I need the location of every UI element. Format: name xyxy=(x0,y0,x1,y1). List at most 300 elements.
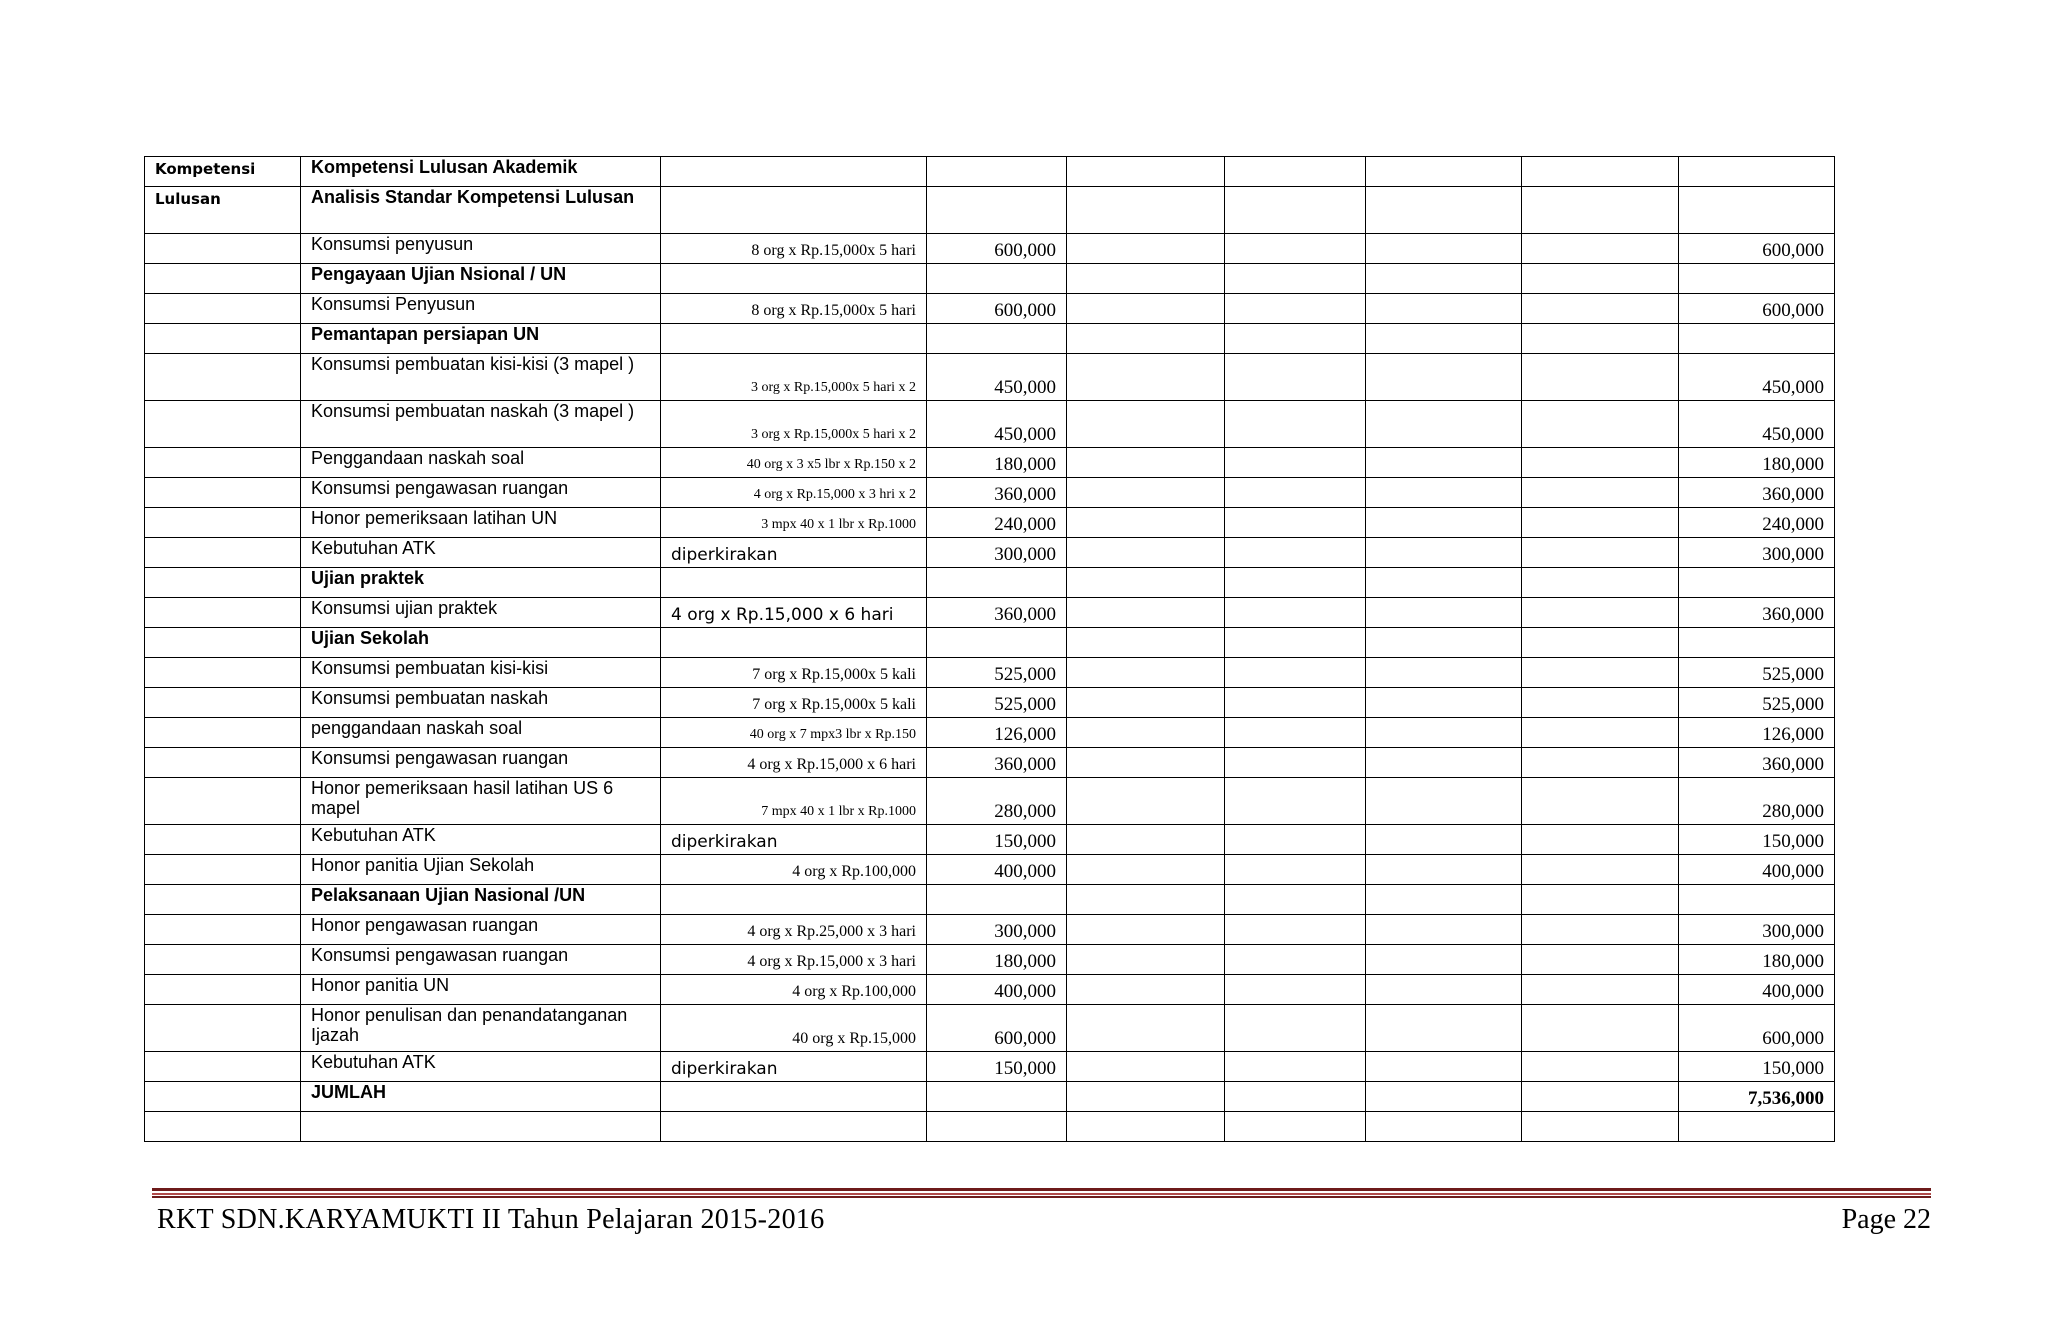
empty-cell xyxy=(1522,157,1679,187)
category-cell xyxy=(145,975,301,1005)
amount-cell: 400,000 xyxy=(927,975,1067,1005)
empty-cell xyxy=(1366,748,1522,778)
empty-cell xyxy=(1366,1005,1522,1052)
table-row xyxy=(145,598,1835,628)
total-cell: 360,000 xyxy=(1679,748,1835,778)
empty-cell xyxy=(1225,855,1366,885)
calculation-cell: 4 org x Rp.15,000 x 3 hari xyxy=(661,945,927,975)
empty-cell xyxy=(1366,401,1522,448)
amount-cell: 400,000 xyxy=(927,855,1067,885)
total-cell xyxy=(1679,1112,1835,1142)
empty-cell xyxy=(1522,1082,1679,1112)
footer-page-number: Page 22 xyxy=(1841,1204,1931,1235)
empty-cell xyxy=(1067,778,1225,825)
empty-cell xyxy=(1366,945,1522,975)
empty-cell xyxy=(1067,825,1225,855)
empty-cell xyxy=(1522,688,1679,718)
empty-cell xyxy=(1366,778,1522,825)
total-cell xyxy=(1679,157,1835,187)
empty-cell xyxy=(1067,508,1225,538)
empty-cell xyxy=(1366,538,1522,568)
calculation-cell: 4 org x Rp.15,000 x 6 hari xyxy=(661,598,927,628)
category-cell xyxy=(145,448,301,478)
calculation-cell: 3 org x Rp.15,000x 5 hari x 2 xyxy=(661,354,927,401)
category-cell xyxy=(145,688,301,718)
empty-cell xyxy=(1225,1112,1366,1142)
calculation-cell: 4 org x Rp.100,000 xyxy=(661,855,927,885)
category-cell xyxy=(145,748,301,778)
table-row xyxy=(145,885,1835,915)
empty-cell xyxy=(1366,915,1522,945)
empty-cell xyxy=(1366,688,1522,718)
empty-cell xyxy=(1366,568,1522,598)
empty-cell xyxy=(1225,157,1366,187)
total-cell: 150,000 xyxy=(1679,1052,1835,1082)
amount-cell xyxy=(927,885,1067,915)
description-cell: Konsumsi pengawasan ruangan xyxy=(301,945,661,975)
table-row xyxy=(145,508,1835,538)
total-cell xyxy=(1679,324,1835,354)
table-row xyxy=(145,234,1835,264)
empty-cell xyxy=(1522,1112,1679,1142)
table-row xyxy=(145,915,1835,945)
empty-cell xyxy=(1366,157,1522,187)
description-cell xyxy=(301,1112,661,1142)
total-cell xyxy=(1679,568,1835,598)
amount-cell: 150,000 xyxy=(927,825,1067,855)
empty-cell xyxy=(1225,1005,1366,1052)
description-cell: Konsumsi Penyusun xyxy=(301,294,661,324)
table-row xyxy=(145,478,1835,508)
empty-cell xyxy=(1225,975,1366,1005)
amount-cell xyxy=(927,1082,1067,1112)
category-cell xyxy=(145,324,301,354)
empty-cell xyxy=(1067,658,1225,688)
calculation-cell xyxy=(661,187,927,234)
description-cell: Kebutuhan ATK xyxy=(301,538,661,568)
amount-cell: 300,000 xyxy=(927,915,1067,945)
amount-cell: 360,000 xyxy=(927,598,1067,628)
total-cell: 180,000 xyxy=(1679,945,1835,975)
empty-cell xyxy=(1225,688,1366,718)
empty-cell xyxy=(1522,354,1679,401)
description-cell: Konsumsi ujian praktek xyxy=(301,598,661,628)
empty-cell xyxy=(1225,538,1366,568)
calculation-cell: 40 org x 3 x5 lbr x Rp.150 x 2 xyxy=(661,448,927,478)
description-cell: Konsumsi pembuatan kisi-kisi xyxy=(301,658,661,688)
empty-cell xyxy=(1067,1112,1225,1142)
empty-cell xyxy=(1067,538,1225,568)
table-row xyxy=(145,324,1835,354)
description-cell: Analisis Standar Kompetensi Lulusan xyxy=(301,187,661,234)
empty-cell xyxy=(1225,234,1366,264)
description-cell: Konsumsi pembuatan naskah (3 mapel ) xyxy=(301,401,661,448)
empty-cell xyxy=(1067,688,1225,718)
amount-cell xyxy=(927,324,1067,354)
amount-cell xyxy=(927,264,1067,294)
calculation-cell: 7 org x Rp.15,000x 5 kali xyxy=(661,688,927,718)
category-cell xyxy=(145,478,301,508)
description-cell: penggandaan naskah soal xyxy=(301,718,661,748)
calculation-cell xyxy=(661,157,927,187)
total-cell: 450,000 xyxy=(1679,401,1835,448)
empty-cell xyxy=(1522,264,1679,294)
total-cell: 600,000 xyxy=(1679,234,1835,264)
amount-cell: 525,000 xyxy=(927,658,1067,688)
amount-cell xyxy=(927,1112,1067,1142)
category-cell xyxy=(145,1052,301,1082)
description-cell: Honor penulisan dan penandatanganan Ijazah xyxy=(301,1005,661,1052)
amount-cell xyxy=(927,157,1067,187)
total-cell: 300,000 xyxy=(1679,538,1835,568)
empty-cell xyxy=(1522,1005,1679,1052)
total-cell xyxy=(1679,187,1835,234)
table-row xyxy=(145,975,1835,1005)
empty-cell xyxy=(1067,568,1225,598)
category-cell xyxy=(145,718,301,748)
empty-cell xyxy=(1067,628,1225,658)
empty-cell xyxy=(1067,401,1225,448)
description-cell: Kebutuhan ATK xyxy=(301,825,661,855)
calculation-cell: 8 org x Rp.15,000x 5 hari xyxy=(661,294,927,324)
amount-cell: 150,000 xyxy=(927,1052,1067,1082)
total-cell: 300,000 xyxy=(1679,915,1835,945)
empty-cell xyxy=(1225,598,1366,628)
category-cell: Kompetensi xyxy=(145,157,301,187)
total-cell: 180,000 xyxy=(1679,448,1835,478)
empty-cell xyxy=(1067,915,1225,945)
footer-divider xyxy=(152,1188,1931,1198)
empty-cell xyxy=(1522,975,1679,1005)
amount-cell: 450,000 xyxy=(927,401,1067,448)
calculation-cell xyxy=(661,885,927,915)
description-cell: Penggandaan naskah soal xyxy=(301,448,661,478)
empty-cell xyxy=(1522,478,1679,508)
empty-cell xyxy=(1366,1082,1522,1112)
table-row xyxy=(145,688,1835,718)
empty-cell xyxy=(1522,885,1679,915)
calculation-cell xyxy=(661,568,927,598)
description-cell: Konsumsi pengawasan ruangan xyxy=(301,478,661,508)
empty-cell xyxy=(1522,234,1679,264)
table-row xyxy=(145,1112,1835,1142)
empty-cell xyxy=(1366,187,1522,234)
empty-cell xyxy=(1366,598,1522,628)
empty-cell xyxy=(1366,1112,1522,1142)
empty-cell xyxy=(1522,508,1679,538)
empty-cell xyxy=(1366,718,1522,748)
empty-cell xyxy=(1366,825,1522,855)
empty-cell xyxy=(1067,945,1225,975)
amount-cell: 450,000 xyxy=(927,354,1067,401)
description-cell: Honor pemeriksaan latihan UN xyxy=(301,508,661,538)
empty-cell xyxy=(1522,915,1679,945)
empty-cell xyxy=(1366,478,1522,508)
calculation-cell xyxy=(661,628,927,658)
category-cell xyxy=(145,855,301,885)
empty-cell xyxy=(1522,825,1679,855)
calculation-cell: 3 mpx 40 x 1 lbr x Rp.1000 xyxy=(661,508,927,538)
category-cell xyxy=(145,915,301,945)
category-cell xyxy=(145,1112,301,1142)
category-cell xyxy=(145,234,301,264)
empty-cell xyxy=(1067,718,1225,748)
empty-cell xyxy=(1225,508,1366,538)
empty-cell xyxy=(1067,157,1225,187)
empty-cell xyxy=(1067,354,1225,401)
description-cell: Ujian praktek xyxy=(301,568,661,598)
empty-cell xyxy=(1067,598,1225,628)
empty-cell xyxy=(1067,478,1225,508)
empty-cell xyxy=(1225,294,1366,324)
total-cell: 525,000 xyxy=(1679,688,1835,718)
description-cell: Honor pemeriksaan hasil latihan US 6 mapel xyxy=(301,778,661,825)
category-cell xyxy=(145,885,301,915)
calculation-cell: diperkirakan xyxy=(661,538,927,568)
description-cell: Honor panitia Ujian Sekolah xyxy=(301,855,661,885)
empty-cell xyxy=(1522,448,1679,478)
category-cell xyxy=(145,628,301,658)
table-row xyxy=(145,825,1835,855)
empty-cell xyxy=(1522,628,1679,658)
amount-cell: 525,000 xyxy=(927,688,1067,718)
amount-cell: 360,000 xyxy=(927,478,1067,508)
budget-table xyxy=(144,156,1835,1142)
category-cell xyxy=(145,778,301,825)
category-cell xyxy=(145,294,301,324)
empty-cell xyxy=(1522,568,1679,598)
category-cell xyxy=(145,538,301,568)
empty-cell xyxy=(1067,1082,1225,1112)
category-cell xyxy=(145,568,301,598)
empty-cell xyxy=(1225,778,1366,825)
table-row xyxy=(145,748,1835,778)
table-row xyxy=(145,264,1835,294)
empty-cell xyxy=(1366,658,1522,688)
empty-cell xyxy=(1522,718,1679,748)
category-cell xyxy=(145,354,301,401)
table-row xyxy=(145,778,1835,825)
category-cell xyxy=(145,264,301,294)
description-cell: Pengayaan Ujian Nsional / UN xyxy=(301,264,661,294)
empty-cell xyxy=(1067,855,1225,885)
amount-cell: 300,000 xyxy=(927,538,1067,568)
calculation-cell xyxy=(661,324,927,354)
category-cell xyxy=(145,825,301,855)
calculation-cell: 4 org x Rp.15,000 x 3 hri x 2 xyxy=(661,478,927,508)
category-cell xyxy=(145,401,301,448)
empty-cell xyxy=(1366,324,1522,354)
amount-cell xyxy=(927,628,1067,658)
empty-cell xyxy=(1225,718,1366,748)
total-cell: 400,000 xyxy=(1679,975,1835,1005)
calculation-cell: 8 org x Rp.15,000x 5 hari xyxy=(661,234,927,264)
table-row xyxy=(145,945,1835,975)
empty-cell xyxy=(1366,508,1522,538)
amount-cell: 360,000 xyxy=(927,748,1067,778)
empty-cell xyxy=(1522,778,1679,825)
empty-cell xyxy=(1067,885,1225,915)
calculation-cell: 4 org x Rp.15,000 x 6 hari xyxy=(661,748,927,778)
empty-cell xyxy=(1225,448,1366,478)
amount-cell: 180,000 xyxy=(927,448,1067,478)
table-row xyxy=(145,1005,1835,1052)
empty-cell xyxy=(1522,855,1679,885)
table-row xyxy=(145,628,1835,658)
total-cell: 360,000 xyxy=(1679,478,1835,508)
calculation-cell: 40 org x Rp.15,000 xyxy=(661,1005,927,1052)
total-cell: 280,000 xyxy=(1679,778,1835,825)
description-cell: Ujian Sekolah xyxy=(301,628,661,658)
amount-cell xyxy=(927,187,1067,234)
amount-cell: 280,000 xyxy=(927,778,1067,825)
total-cell: 360,000 xyxy=(1679,598,1835,628)
table-row xyxy=(145,448,1835,478)
empty-cell xyxy=(1067,448,1225,478)
empty-cell xyxy=(1067,1052,1225,1082)
empty-cell xyxy=(1366,354,1522,401)
category-cell xyxy=(145,945,301,975)
empty-cell xyxy=(1067,264,1225,294)
total-cell xyxy=(1679,628,1835,658)
empty-cell xyxy=(1366,294,1522,324)
empty-cell xyxy=(1366,234,1522,264)
description-cell: Honor pengawasan ruangan xyxy=(301,915,661,945)
empty-cell xyxy=(1366,448,1522,478)
calculation-cell xyxy=(661,1112,927,1142)
category-cell xyxy=(145,1082,301,1112)
category-cell xyxy=(145,598,301,628)
calculation-cell: 4 org x Rp.25,000 x 3 hari xyxy=(661,915,927,945)
calculation-cell: 40 org x 7 mpx3 lbr x Rp.150 xyxy=(661,718,927,748)
empty-cell xyxy=(1522,294,1679,324)
amount-cell: 180,000 xyxy=(927,945,1067,975)
description-cell: Kompetensi Lulusan Akademik xyxy=(301,157,661,187)
calculation-cell: 3 org x Rp.15,000x 5 hari x 2 xyxy=(661,401,927,448)
empty-cell xyxy=(1225,658,1366,688)
empty-cell xyxy=(1225,825,1366,855)
empty-cell xyxy=(1522,945,1679,975)
table-row xyxy=(145,401,1835,448)
empty-cell xyxy=(1225,568,1366,598)
empty-cell xyxy=(1522,598,1679,628)
total-cell: 7,536,000 xyxy=(1679,1082,1835,1112)
empty-cell xyxy=(1067,234,1225,264)
description-cell: Pemantapan persiapan UN xyxy=(301,324,661,354)
table-row xyxy=(145,538,1835,568)
description-cell: Honor panitia UN xyxy=(301,975,661,1005)
budget-table-body xyxy=(145,157,1835,1142)
empty-cell xyxy=(1225,187,1366,234)
total-cell: 126,000 xyxy=(1679,718,1835,748)
empty-cell xyxy=(1067,294,1225,324)
table-row xyxy=(145,658,1835,688)
calculation-cell xyxy=(661,264,927,294)
empty-cell xyxy=(1225,628,1366,658)
amount-cell: 240,000 xyxy=(927,508,1067,538)
calculation-cell: 4 org x Rp.100,000 xyxy=(661,975,927,1005)
empty-cell xyxy=(1366,885,1522,915)
empty-cell xyxy=(1225,748,1366,778)
amount-cell: 600,000 xyxy=(927,1005,1067,1052)
calculation-cell xyxy=(661,1082,927,1112)
amount-cell: 600,000 xyxy=(927,294,1067,324)
total-cell xyxy=(1679,264,1835,294)
empty-cell xyxy=(1225,1082,1366,1112)
amount-cell xyxy=(927,568,1067,598)
calculation-cell: diperkirakan xyxy=(661,825,927,855)
description-cell: Konsumsi pembuatan naskah xyxy=(301,688,661,718)
empty-cell xyxy=(1067,748,1225,778)
empty-cell xyxy=(1522,187,1679,234)
total-cell: 600,000 xyxy=(1679,294,1835,324)
empty-cell xyxy=(1225,354,1366,401)
empty-cell xyxy=(1225,264,1366,294)
calculation-cell: 7 mpx 40 x 1 lbr x Rp.1000 xyxy=(661,778,927,825)
empty-cell xyxy=(1067,324,1225,354)
table-row xyxy=(145,718,1835,748)
category-cell xyxy=(145,658,301,688)
category-cell xyxy=(145,1005,301,1052)
empty-cell xyxy=(1366,855,1522,885)
empty-cell xyxy=(1522,538,1679,568)
amount-cell: 600,000 xyxy=(927,234,1067,264)
description-cell: JUMLAH xyxy=(301,1082,661,1112)
empty-cell xyxy=(1522,401,1679,448)
empty-cell xyxy=(1225,1052,1366,1082)
category-cell: Lulusan xyxy=(145,187,301,234)
total-cell: 150,000 xyxy=(1679,825,1835,855)
table-row xyxy=(145,855,1835,885)
total-cell: 600,000 xyxy=(1679,1005,1835,1052)
footer-document-title: RKT SDN.KARYAMUKTI II Tahun Pelajaran 2015-2016 xyxy=(157,1204,825,1235)
empty-cell xyxy=(1366,1052,1522,1082)
total-cell: 400,000 xyxy=(1679,855,1835,885)
empty-cell xyxy=(1366,264,1522,294)
empty-cell xyxy=(1225,885,1366,915)
table-row xyxy=(145,157,1835,187)
empty-cell xyxy=(1225,915,1366,945)
total-cell xyxy=(1679,885,1835,915)
empty-cell xyxy=(1366,975,1522,1005)
table-row xyxy=(145,294,1835,324)
empty-cell xyxy=(1067,187,1225,234)
table-row xyxy=(145,1082,1835,1112)
calculation-cell: 7 org x Rp.15,000x 5 kali xyxy=(661,658,927,688)
calculation-cell: diperkirakan xyxy=(661,1052,927,1082)
table-row xyxy=(145,354,1835,401)
table-row xyxy=(145,187,1835,234)
description-cell: Pelaksanaan Ujian Nasional /UN xyxy=(301,885,661,915)
table-row xyxy=(145,1052,1835,1082)
empty-cell xyxy=(1522,748,1679,778)
description-cell: Kebutuhan ATK xyxy=(301,1052,661,1082)
empty-cell xyxy=(1366,628,1522,658)
amount-cell: 126,000 xyxy=(927,718,1067,748)
empty-cell xyxy=(1225,478,1366,508)
empty-cell xyxy=(1522,658,1679,688)
total-cell: 240,000 xyxy=(1679,508,1835,538)
description-cell: Konsumsi penyusun xyxy=(301,234,661,264)
category-cell xyxy=(145,508,301,538)
description-cell: Konsumsi pengawasan ruangan xyxy=(301,748,661,778)
empty-cell xyxy=(1067,975,1225,1005)
total-cell: 450,000 xyxy=(1679,354,1835,401)
description-cell: Konsumsi pembuatan kisi-kisi (3 mapel ) xyxy=(301,354,661,401)
total-cell: 525,000 xyxy=(1679,658,1835,688)
empty-cell xyxy=(1067,1005,1225,1052)
empty-cell xyxy=(1522,324,1679,354)
